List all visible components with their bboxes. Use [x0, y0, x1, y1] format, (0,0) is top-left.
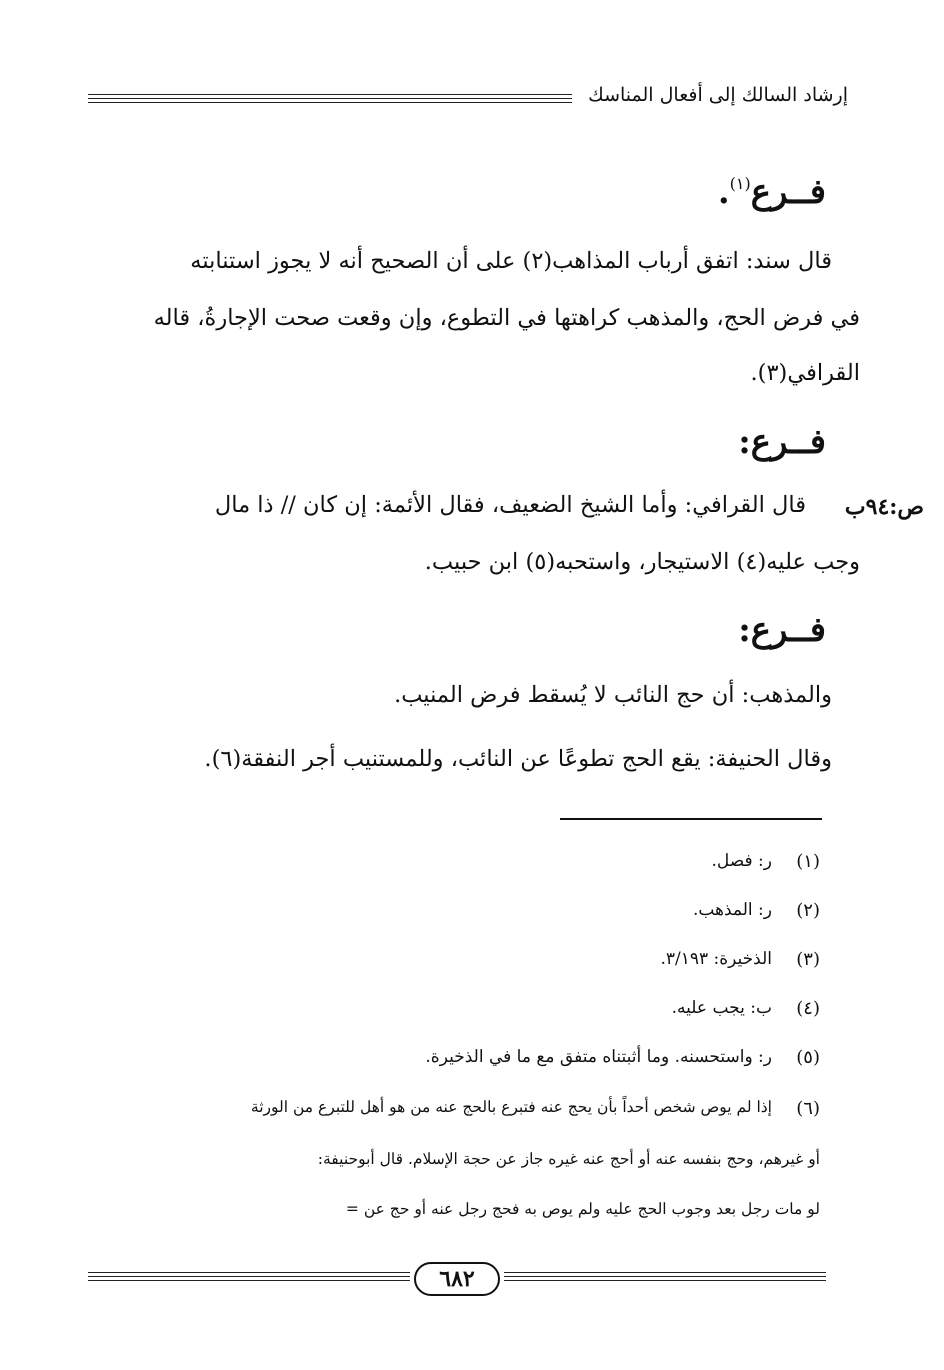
header-rule-top	[88, 94, 572, 95]
footnote-2-number: (٢)	[796, 900, 820, 921]
footnote-1-number: (١)	[796, 851, 820, 872]
footnote-4-text: ب: يجب عليه.	[671, 998, 772, 1018]
paragraph-1-line-1: قال سند: اتفق أرباب المذاهب(٢) على أن الصحيح أنه لا يجوز استنابته	[190, 248, 832, 274]
paragraph-1-line-2: في فرض الحج، والمذهب كراهتها في التطوع، وإن وقعت صحت الإجارةُ، قاله	[153, 305, 860, 331]
footer-rule-right-2	[504, 1276, 826, 1277]
footnote-5-text: ر: واستحسنه. وما أثبتناه متفق مع ما في الذخيرة.	[425, 1047, 772, 1067]
section-heading-1-end: .	[717, 172, 730, 212]
footnote-5-number: (٥)	[796, 1047, 820, 1068]
footer-rule-left-2	[88, 1276, 410, 1277]
paragraph-4-line-1: وقال الحنيفة: يقع الحج تطوعًا عن النائب، وللمستنيب أجر النفقة(٦).	[204, 746, 832, 772]
running-header-title: إرشاد السالك إلى أفعال المناسك	[588, 84, 848, 106]
header-rule-middle	[88, 98, 572, 99]
footnote-3-number: (٣)	[796, 949, 820, 970]
footnote-6-line-1: إذا لم يوص شخص أحداً بأن يحج عنه فتبرع بالحج عنه من هو أهل للتبرع من الورثة	[250, 1098, 772, 1116]
section-heading-1-text: فــرع	[750, 172, 826, 212]
section-heading-2: فــرع:	[738, 422, 826, 462]
page-number: ٦٨٢	[439, 1266, 475, 1292]
header-rule-bottom	[88, 102, 572, 103]
paragraph-1-line-3: القرافي(٣).	[750, 360, 860, 386]
footer-rule-right-3	[504, 1280, 826, 1281]
footnote-3-text: الذخيرة: ٣/١٩٣.	[660, 949, 772, 969]
page-number-badge	[414, 1262, 500, 1296]
section-heading-3: فــرع:	[738, 610, 826, 650]
footnote-4-number: (٤)	[796, 998, 820, 1019]
manuscript-margin-note: ص:٩٤ب	[844, 494, 924, 520]
section-heading-1	[718, 172, 826, 212]
footer-rule-left-3	[88, 1280, 410, 1281]
footer-rule-right-1	[504, 1272, 826, 1273]
section-heading-1-ref: (١)	[729, 174, 751, 193]
footnote-separator	[560, 818, 822, 820]
footer-rule-left-1	[88, 1272, 410, 1273]
paragraph-3-line-1: والمذهب: أن حج النائب لا يُسقط فرض المنيب.	[394, 682, 832, 708]
paragraph-2-line-2: وجب عليه(٤) الاستيجار، واستحبه(٥) ابن حبيب.	[424, 549, 860, 575]
footnote-6-line-3: لو مات رجل بعد وجوب الحج عليه ولم يوص به فحج رجل عنه أو حج عن =	[345, 1200, 820, 1218]
footnote-2-text: ر: المذهب.	[692, 900, 772, 920]
paragraph-2-line-1: قال القرافي: وأما الشيخ الضعيف، فقال الأئمة: إن كان // ذا مال	[214, 492, 806, 518]
footnote-1-text: ر: فصل.	[711, 851, 772, 871]
footnote-6-number: (٦)	[796, 1098, 820, 1119]
footnote-6-line-2: أو غيرهم، وحج بنفسه عنه أو أحج عنه غيره جاز عن حجة الإسلام. قال أبوحنيفة:	[317, 1150, 820, 1168]
